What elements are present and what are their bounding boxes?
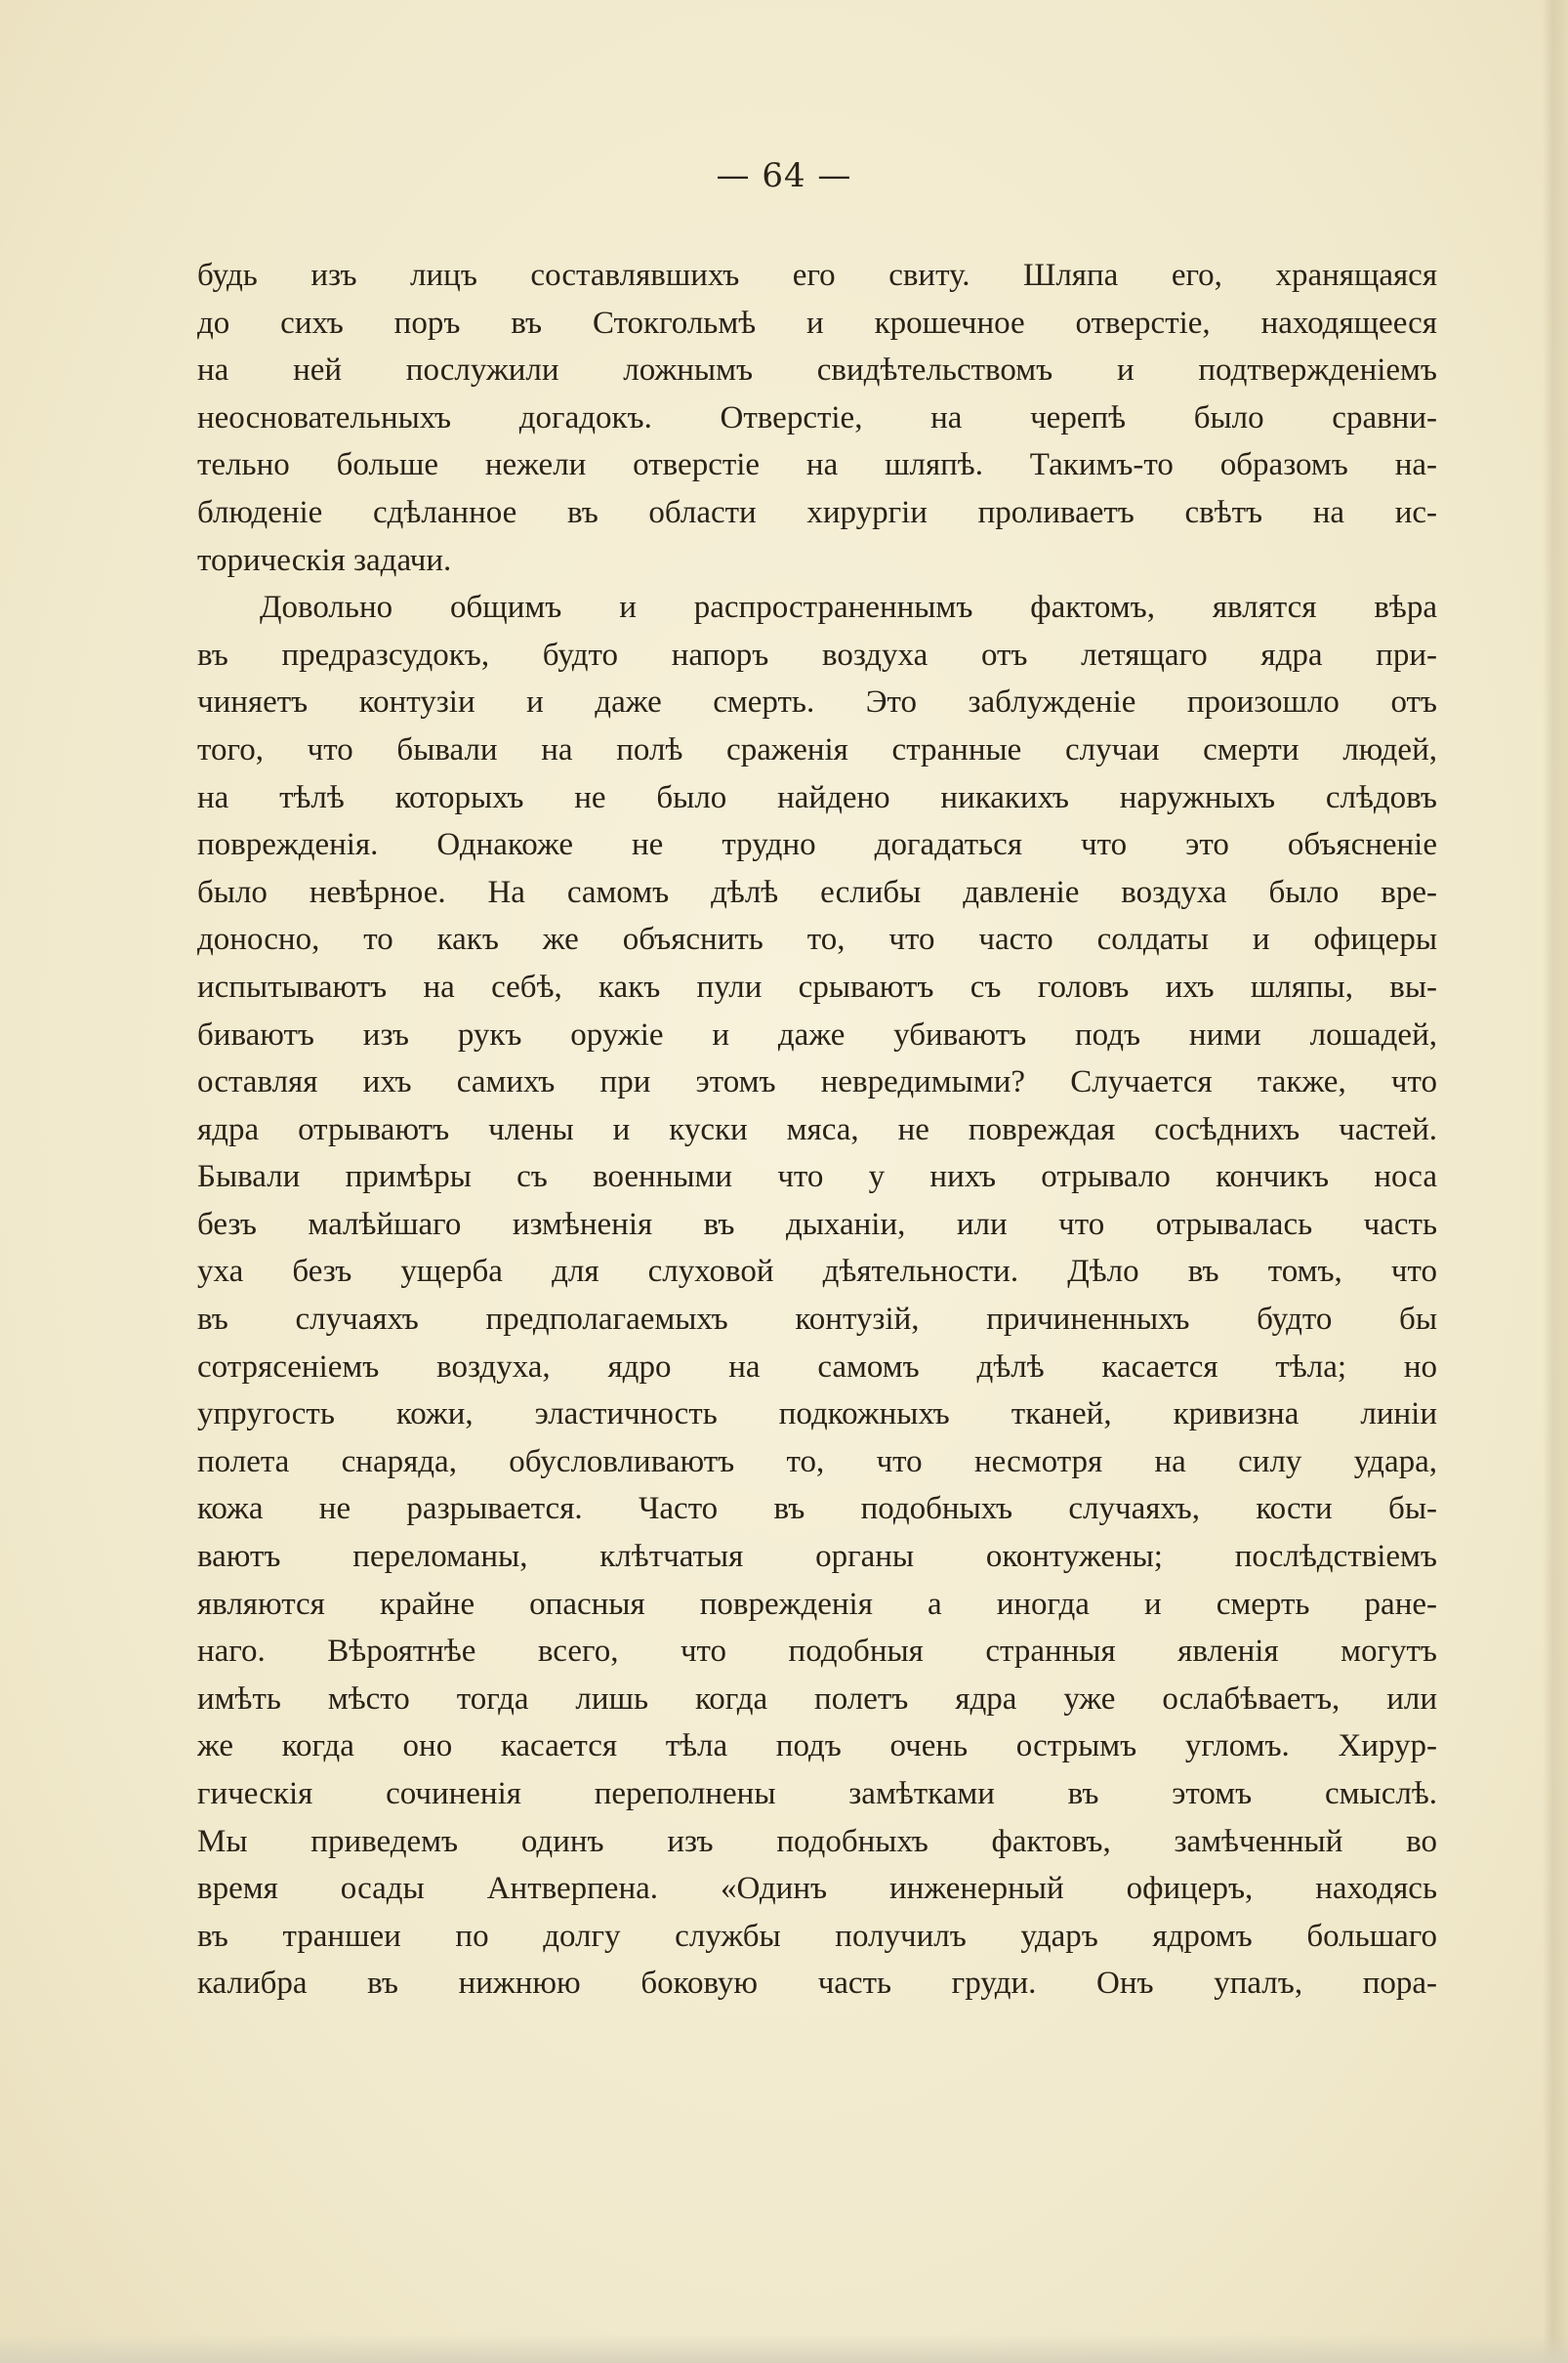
text-line: Мы приведемъ одинъ изъ подобныхъ фактовъ, замѣченный во <box>197 1823 1437 1859</box>
text-line: чиняетъ контузіи и даже смерть. Это заблужденіе произошло отъ <box>197 684 1437 721</box>
text-line: до сихъ поръ въ Стокгольмѣ и крошечное отверстіе, находящееся <box>197 305 1437 341</box>
text-line: гическія сочиненія переполнены замѣтками въ этомъ смыслѣ. <box>197 1776 1437 1811</box>
text-line: упругость кожи, эластичность подкожныхъ тканей, кривизна линіи <box>197 1396 1437 1432</box>
text-line: тельно больше нежели отверстіе на шляпѣ. Такимъ-то образомъ на- <box>197 447 1437 483</box>
text-line: имѣть мѣсто тогда лишь когда полетъ ядра уже ослабѣваетъ, или <box>197 1680 1437 1717</box>
text-line: же когда оно касается тѣла подъ очень острымъ угломъ. Хирур- <box>197 1728 1437 1764</box>
text-line: полета снаряда, обусловливаютъ то, что несмотря на силу удара, <box>197 1443 1437 1479</box>
paragraph <box>197 252 1437 584</box>
text-line: доносно, то какъ же объяснить то, что часто солдаты и офицеры <box>197 922 1437 958</box>
text-line: оставляя ихъ самихъ при этомъ невредимыми? Случается также, что <box>197 1064 1437 1100</box>
text-line: ядра отрываютъ члены и куски мяса, не повреждая сосѣднихъ частей. <box>197 1111 1437 1147</box>
text-line: въ случаяхъ предполагаемыхъ контузій, причиненныхъ будто бы <box>197 1302 1437 1338</box>
page-number: — 64 — <box>716 156 852 195</box>
text-line: на ней послужили ложнымъ свидѣтельствомъ и подтвержденіемъ <box>197 352 1437 389</box>
text-line: время осады Антверпена. «Одинъ инженерный офицеръ, находясь <box>197 1871 1437 1907</box>
text-line: кожа не разрывается. Часто въ подобныхъ случаяхъ, кости бы- <box>197 1491 1437 1527</box>
text-line: на тѣлѣ которыхъ не было найдено никакихъ наружныхъ слѣдовъ <box>197 779 1437 815</box>
text-line: испытываютъ на себѣ, какъ пули срываютъ съ головъ ихъ шляпы, вы- <box>197 969 1437 1005</box>
text-line: въ траншеи по долгу службы получилъ ударъ ядромъ большаго <box>197 1918 1437 1954</box>
text-line: биваютъ изъ рукъ оружіе и даже убиваютъ подъ ними лошадей, <box>197 1016 1437 1053</box>
text-line: наго. Вѣроятнѣе всего, что подобныя странныя явленія могутъ <box>197 1634 1437 1670</box>
text-line: уха безъ ущерба для слуховой дѣятельности. Дѣло въ томъ, что <box>197 1254 1437 1290</box>
text-line: безъ малѣйшаго измѣненія въ дыханіи, или что отрывалась часть <box>197 1206 1437 1242</box>
body-text <box>197 252 1437 2008</box>
text-line: калибра въ нижнюю боковую часть груди. Онъ упалъ, пора- <box>197 1966 1437 2002</box>
page-bottom-shadow <box>0 2334 1568 2363</box>
page-edge-shadow <box>1543 0 1568 2363</box>
text-line: того, что бывали на полѣ сраженія странные случаи смерти людей, <box>197 731 1437 767</box>
text-line: блюденіе сдѣланное въ области хирургіи проливаетъ свѣтъ на ис- <box>197 494 1437 530</box>
text-line: будь изъ лицъ составлявшихъ его свиту. Шляпа его, хранящаяся <box>197 258 1437 293</box>
text-line: торическія задачи. <box>197 542 452 578</box>
text-line: въ предразсудокъ, будто напоръ воздуха отъ летящаго ядра при- <box>197 637 1437 673</box>
text-line: Довольно общимъ и распространеннымъ фактомъ, являтся вѣра <box>260 590 1437 626</box>
text-line: Бывали примѣры съ военными что у нихъ отрывало кончикъ носа <box>197 1159 1437 1195</box>
text-line: сотрясеніемъ воздуха, ядро на самомъ дѣлѣ касается тѣла; но <box>197 1348 1437 1385</box>
text-line: поврежденія. Однакоже не трудно догадаться что это объясненіе <box>197 827 1437 863</box>
text-line: неосновательныхъ догадокъ. Отверстіе, на черепѣ было сравни- <box>197 399 1437 435</box>
paragraph <box>197 584 1437 2008</box>
text-line: ваютъ переломаны, клѣтчатыя органы оконтужены; послѣдствіемъ <box>197 1539 1437 1575</box>
text-line: являются крайне опасныя поврежденія а иногда и смерть ране- <box>197 1586 1437 1622</box>
text-line: было невѣрное. На самомъ дѣлѣ еслибы давленіе воздуха было вре- <box>197 874 1437 910</box>
